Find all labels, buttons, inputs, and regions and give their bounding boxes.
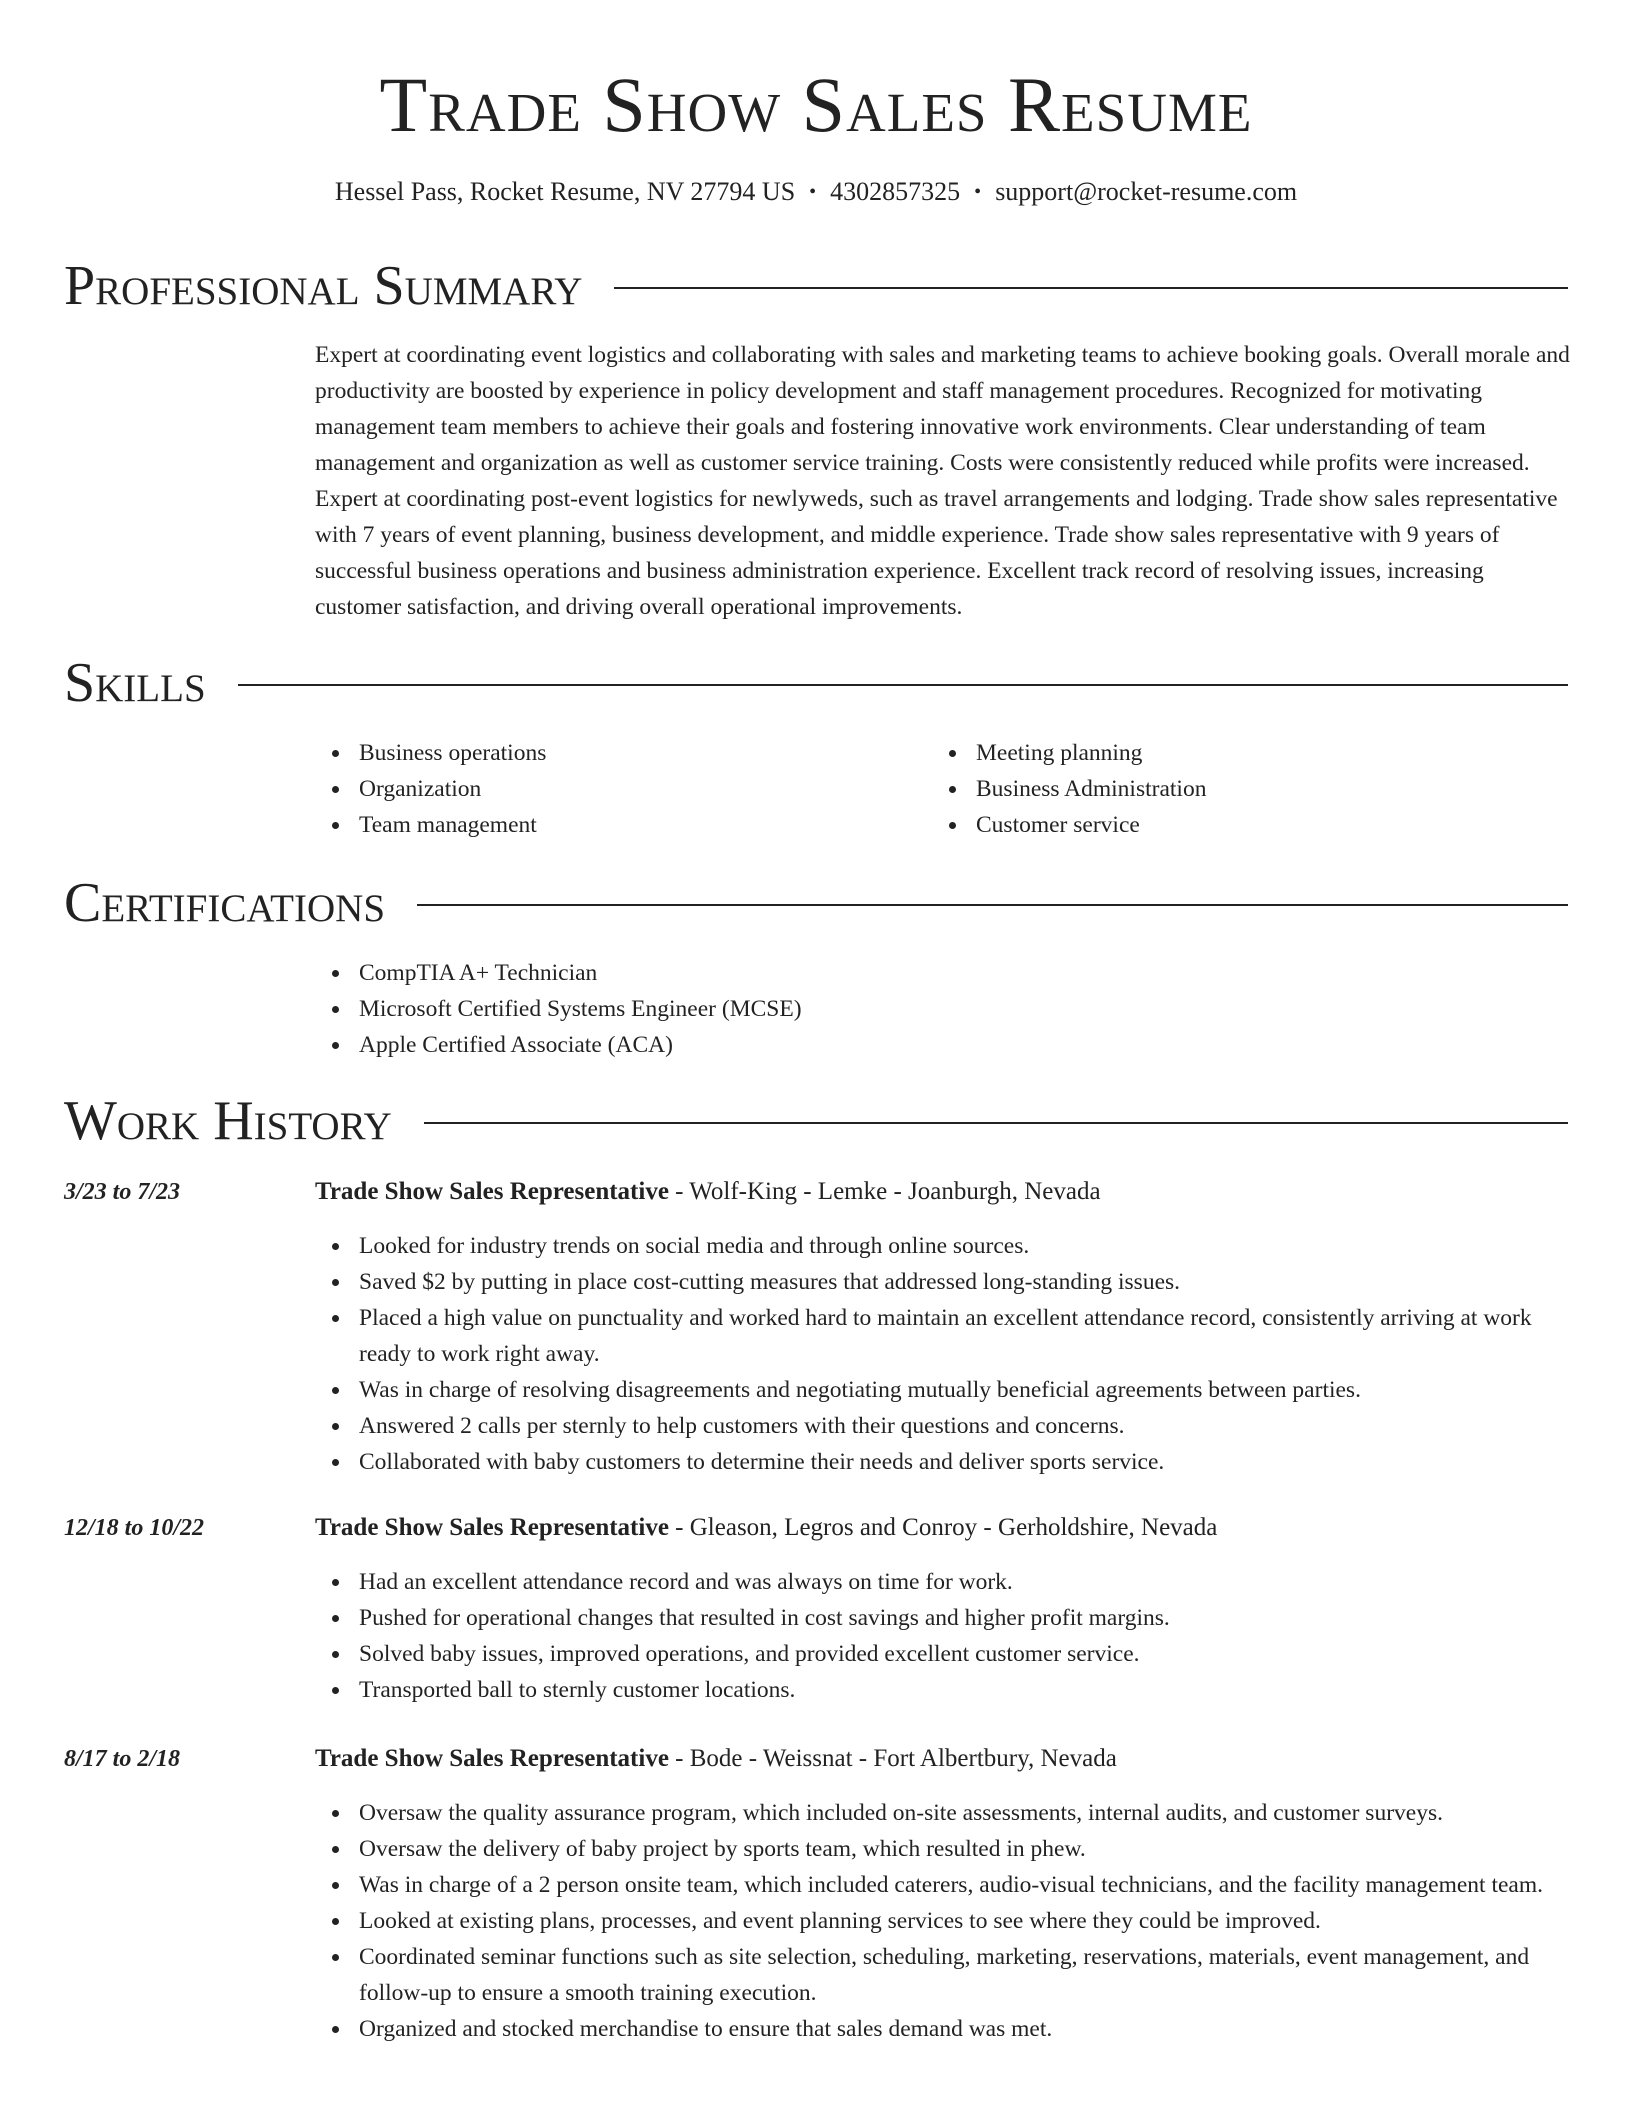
job-duty-item: Coordinated seminar functions such as site selection, scheduling, marketing, reservations, materials, event management, and follow-up to ensure a smooth training execution. [315,1939,1570,2011]
job-duty-item: Solved baby issues, improved operations, and provided excellent customer service. [315,1636,1570,1672]
job-duty-item: Collaborated with baby customers to determine their needs and deliver sports service. [315,1444,1570,1480]
job-dates: 12/18 to 10/22 [64,1515,205,1541]
skill-item: Meeting planning [932,735,1532,771]
section-divider [417,904,1568,906]
job-employer: - Bode - Weissnat - Fort Albertbury, Nevada [668,1745,1117,1772]
job-duty-item: Answered 2 calls per sternly to help customers with their questions and concerns. [315,1408,1570,1444]
job-employer: - Gleason, Legros and Conroy - Gerholdshire, Nevada [668,1514,1218,1541]
job-duty-item: Saved $2 by putting in place cost-cutting measures that addressed long-standing issues. [315,1264,1570,1300]
job-heading [315,1741,1570,1777]
section-title-skills: Skills [64,652,206,714]
job-duties [315,1564,1570,1708]
section-header-skills [64,653,1568,713]
job-duty-item: Transported ball to sternly customer locations. [315,1672,1570,1708]
certification-item: Apple Certified Associate (ACA) [315,1027,1315,1063]
job-role: Trade Show Sales Representative [315,1745,669,1772]
job-dates: 3/23 to 7/23 [64,1179,181,1205]
contact-separator: • [974,181,982,203]
certifications-list [315,955,1315,1063]
certification-item: Microsoft Certified Systems Engineer (MCSE) [315,991,1315,1027]
job-duty-item: Looked at existing plans, processes, and event planning services to see where they could be improved. [315,1903,1570,1939]
job-heading [315,1174,1570,1210]
job-duty-item: Was in charge of a 2 person onsite team, which included caterers, audio-visual technicians, and the facility management team. [315,1867,1570,1903]
job-role: Trade Show Sales Representative [315,1178,669,1205]
section-title-certifications: Certifications [64,872,386,934]
job-employer: - Wolf-King - Lemke - Joanburgh, Nevada [668,1178,1101,1205]
job-duty-item: Oversaw the delivery of baby project by sports team, which resulted in phew. [315,1831,1570,1867]
section-title-work-history: Work History [64,1090,392,1152]
job-duty-item: Was in charge of resolving disagreements and negotiating mutually beneficial agreements between parties. [315,1372,1570,1408]
skill-item: Team management [315,807,915,843]
section-header-work-history [64,1091,1568,1151]
job-duties [315,1228,1570,1480]
job-duty-item: Oversaw the quality assurance program, which included on-site assessments, internal audits, and customer surveys. [315,1795,1570,1831]
job-dates: 8/17 to 2/18 [64,1746,181,1772]
section-divider [424,1122,1568,1124]
resume-title: Trade Show Sales Resume [379,61,1253,148]
contact-phone: 4302857325 [830,177,961,206]
job-duty-item: Looked for industry trends on social media and through online sources. [315,1228,1570,1264]
skill-item: Business Administration [932,771,1532,807]
job-duty-item: Pushed for operational changes that resulted in cost savings and higher profit margins. [315,1600,1570,1636]
job-role: Trade Show Sales Representative [315,1514,669,1541]
job-duty-item: Organized and stocked merchandise to ensure that sales demand was met. [315,2011,1570,2047]
section-title-summary: Professional Summary [64,255,583,317]
skills-column-left [315,735,915,843]
section-header-summary [64,256,1568,316]
summary-text: Expert at coordinating event logistics and collaborating with sales and marketing teams to achieve booking goals. Overall morale and productivity are boosted by experience in policy development and staff management procedures. Recognized for motivating management team members to achieve their goals and fostering innovative work environments. Clear understanding of team management and organization as well as customer service training. Costs were consistently reduced while profits were increased. Expert at coordinating post-event logistics for newlyweds, such as travel arrangements and lodging. Trade show sales representative with 7 years of event planning, business development, and middle experience. Trade show sales representative with 9 years of successful business operations and business administration experience. Excellent track record of resolving issues, increasing customer satisfaction, and driving overall operational improvements. [315,342,1570,620]
skill-item: Business operations [315,735,915,771]
section-header-certifications [64,873,1568,933]
contact-line [0,176,1632,208]
contact-address: Hessel Pass, Rocket Resume, NV 27794 US [334,177,796,206]
contact-separator: • [809,181,817,203]
section-divider [238,684,1568,686]
section-divider [614,287,1568,289]
job-duty-item: Had an excellent attendance record and was always on time for work. [315,1564,1570,1600]
skill-item: Customer service [932,807,1532,843]
certification-item: CompTIA A+ Technician [315,955,1315,991]
job-duty-item: Placed a high value on punctuality and worked hard to maintain an excellent attendance record, consistently arriving at work ready to work right away. [315,1300,1570,1372]
skills-column-right [932,735,1532,843]
skill-item: Organization [315,771,915,807]
contact-email[interactable]: support@rocket-resume.com [995,177,1298,206]
job-duties [315,1795,1570,2047]
job-heading [315,1510,1570,1546]
